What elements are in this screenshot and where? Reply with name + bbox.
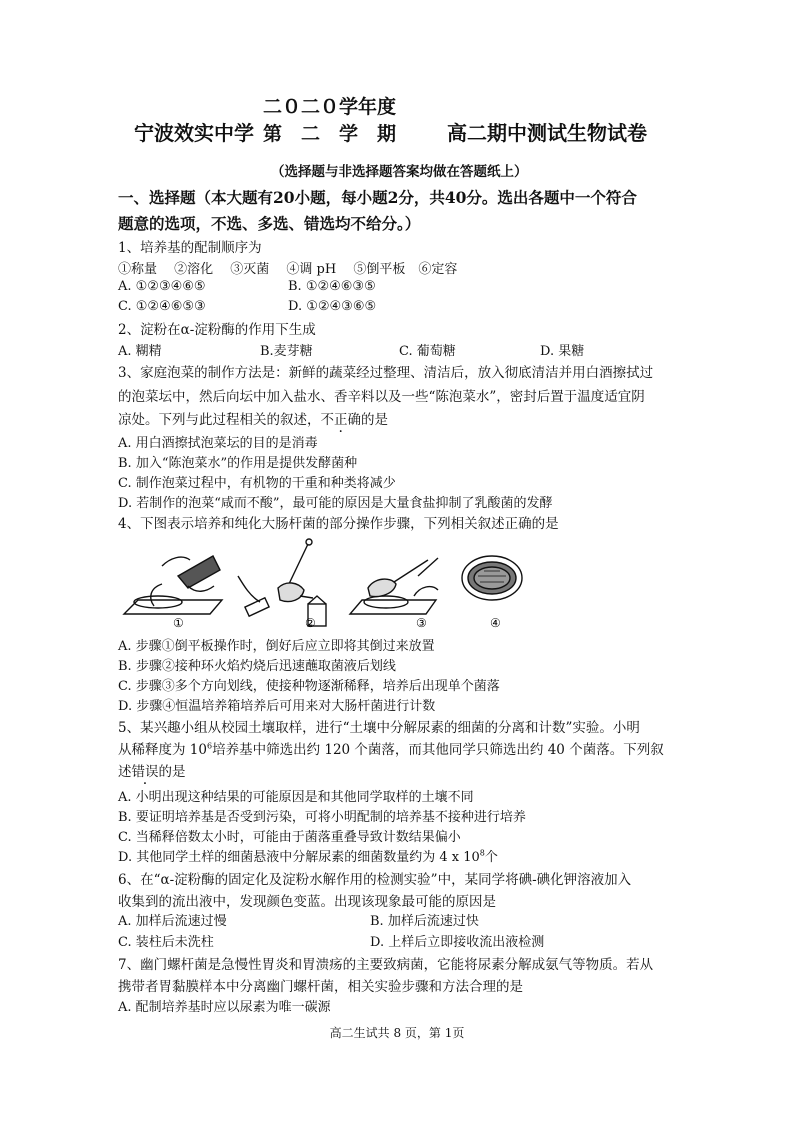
q2-option-d: D. 果糖 (540, 344, 585, 359)
page-footer: 高二生试共 8 页，第 1页 (329, 1026, 465, 1040)
figure-petri-dish (462, 556, 522, 600)
figure-label-1: ① (173, 616, 184, 630)
q6-stem-line1: 6、在“α-淀粉酶的固定化及淀粉水解作用的检测实验”中，某同学将碘-碘化钾溶液加入 (118, 872, 632, 888)
q4-option-a: A. 步骤①倒平板操作时，倒好后应立即将其倒过来放置 (118, 639, 435, 654)
q5-option-c: C. 当稀释倍数太小时，可能由于菌落重叠导致计数结果偏小 (118, 830, 461, 845)
q3-stem-line1: 3、家庭泡菜的制作方法是：新鲜的蔬菜经过整理、清洁后，放入彻底清洁并用白酒擦拭过 (118, 365, 654, 381)
q7-option-a: A. 配制培养基时应以尿素为唯一碳源 (118, 1000, 331, 1015)
section-heading-line2: 题意的选项，不选、多选、错选均不给分。） (118, 214, 421, 233)
q4-stem: 4、下图表示培养和纯化大肠杆菌的部分操作步骤，下列相关叙述正确的是 (118, 516, 559, 532)
q7-stem-line1: 7、幽门螺杆菌是急慢性胃炎和胃溃疡的主要致病菌，它能将尿素分解成氨气等物质。若从 (118, 957, 654, 973)
q1-steps: ①称量 ②溶化 ③灭菌 ④调 pH ⑤倒平板 ⑥定容 (118, 262, 458, 277)
figure-streaking (350, 558, 438, 614)
school-name: 宁波效实中学 (134, 121, 254, 145)
q4-option-b: B. 步骤②接种环火焰灼烧后迅速蘸取菌液后划线 (118, 659, 396, 674)
q1-option-d: D. ①②④③⑥⑤ (288, 299, 377, 314)
q2-option-a: A. 糊精 (118, 344, 162, 359)
figure-label-2: ② (305, 616, 316, 630)
q3-stem-line2: 的泡菜坛中，然后向坛中加入盐水、香辛料以及一些“陈泡菜水”，密封后置于温度适宜阴 (118, 389, 645, 405)
q3-option-b: B. 加入“陈泡菜水”的作用是提供发酵菌种 (118, 456, 358, 471)
figure-label-4: ④ (490, 616, 501, 630)
q3-option-d: D. 若制作的泡菜“咸而不酸”，最可能的原因是大量食盐抑制了乳酸菌的发酵 (118, 496, 553, 511)
section-heading-line1: 一、选择题（本大题有20小题，每小题2分，共40分。选出各题中一个符合 (118, 188, 637, 207)
answer-note: （选择题与非选择题答案均做在答题纸上） (271, 164, 528, 180)
q2-stem: 2、淀粉在α-淀粉酶的作用下生成 (118, 322, 316, 338)
q5-option-d: D. 其他同学土样的细菌悬液中分解尿素的细菌数量约为 4 x $10^8$个 (118, 848, 498, 865)
q4-figure-svg (118, 536, 523, 632)
q3-option-a: A. 用白酒擦拭泡菜坛的目的是消毒 (118, 436, 318, 451)
figure-label-3: ③ (416, 616, 427, 630)
figure-inoculating-loop (278, 539, 326, 626)
q6-option-d: D. 上样后立即接收流出液检测 (370, 935, 545, 950)
q5-stem-line1: 5、某兴趣小组从校园土壤取样，进行“土壤中分解尿素的细菌的分离和计数”实验。小明 (118, 720, 640, 736)
q4-option-c: C. 步骤③多个方向划线，使接种物逐渐稀释，培养后出现单个菌落 (118, 679, 500, 694)
q6-option-c: C. 装柱后未洗柱 (118, 935, 214, 950)
q6-option-a: A. 加样后流速过慢 (118, 914, 227, 929)
q3-emphasis: 不正确 (320, 412, 361, 428)
figure-pour-plate (124, 556, 269, 616)
q5-stem-line2: 从稀释度为 $10^6$培养基中筛选出约 120 个菌落，而其他同学只筛选出约 40 个菌落。下列叙 (118, 741, 664, 758)
q3-option-c: C. 制作泡菜过程中，有机物的干重和种类将减少 (118, 476, 396, 491)
q2-option-b: B.麦芽糖 (260, 344, 313, 359)
q2-option-c: C. 葡萄糖 (399, 344, 456, 359)
q4-figure (118, 536, 523, 632)
q7-stem-line2: 携带者胃黏膜样本中分离幽门螺杆菌，相关实验步骤和方法合理的是 (118, 979, 523, 995)
q5-option-b: B. 要证明培养基是否受到污染，可将小明配制的培养基不接种进行培养 (118, 810, 526, 825)
q1-option-b: B. ①②④⑥③⑤ (288, 279, 376, 294)
school-year: 二０二０学年度 (263, 96, 397, 118)
q6-stem-line2: 收集到的流出液中，发现颜色变蓝。出现该现象最可能的原因是 (118, 894, 496, 910)
q1-option-a: A. ①②③④⑥⑤ (118, 279, 206, 294)
q1-option-c: C. ①②④⑥⑤③ (118, 299, 206, 314)
q1-stem: 1、培养基的配制顺序为 (118, 240, 262, 256)
exam-title: 高二期中测试生物试卷 (447, 121, 647, 145)
q4-option-d: D. 步骤④恒温培养箱培养后可用来对大肠杆菌进行计数 (118, 699, 436, 714)
q5-emphasis: 错误 (131, 764, 159, 780)
q5-option-a: A. 小明出现这种结果的可能原因是和其他同学取样的土壤不同 (118, 790, 474, 805)
q6-option-b: B. 加样后流速过快 (370, 914, 479, 929)
q3-stem-line3: 凉处。下列与此过程相关的叙述，不正确的是 (118, 412, 388, 428)
q5-stem-line3: 述错误的是 (118, 764, 186, 780)
semester-label: 第 二 学 期 (263, 123, 397, 145)
